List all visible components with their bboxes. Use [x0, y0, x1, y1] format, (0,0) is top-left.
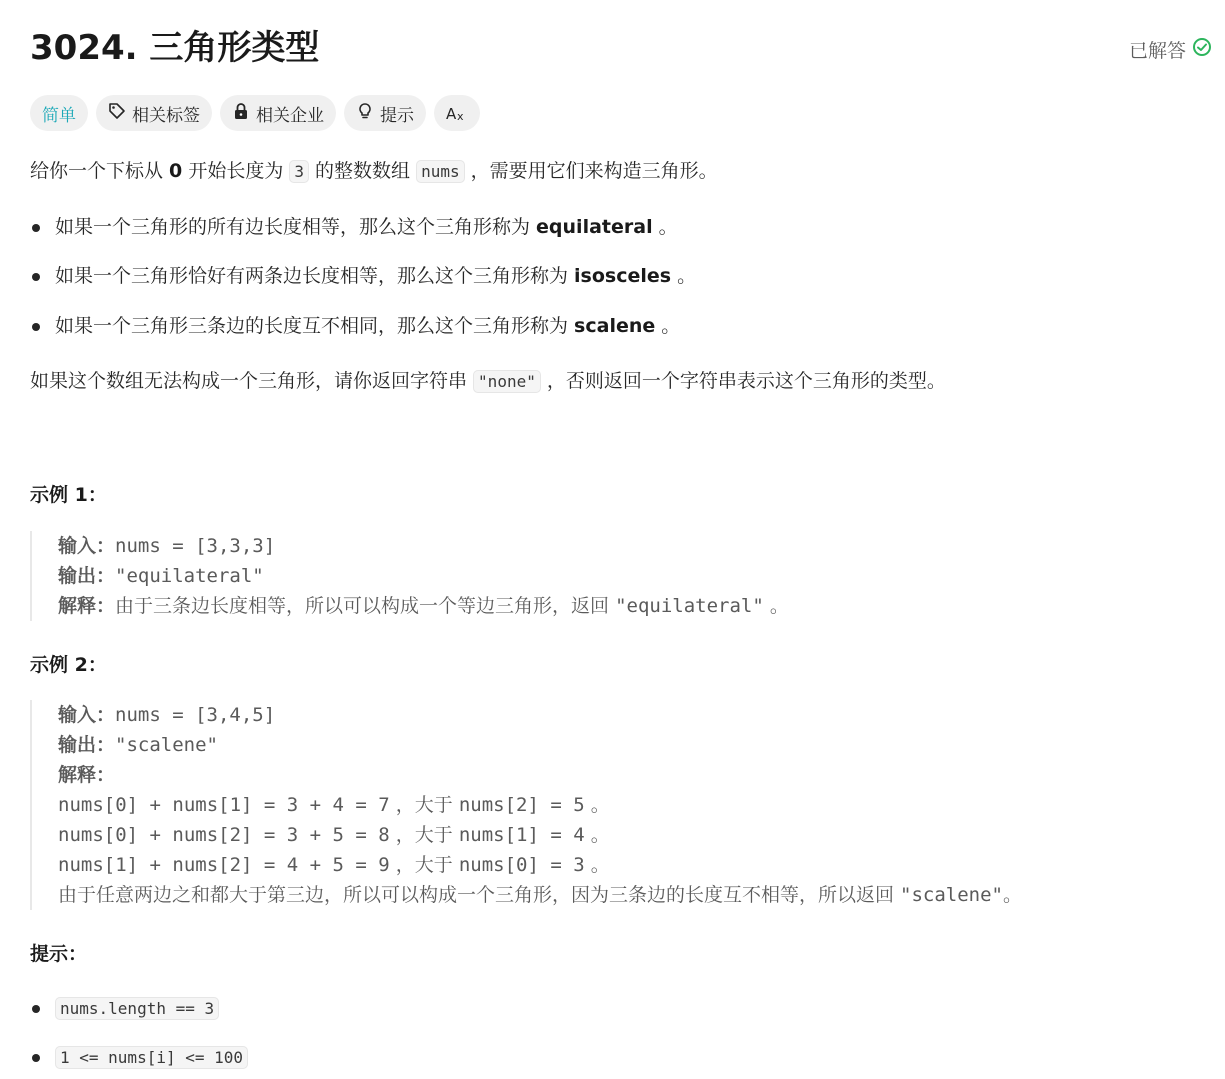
related-companies-label: 相关企业	[256, 105, 324, 126]
difficulty-tag[interactable]	[30, 95, 88, 131]
intro-code-nums: nums	[416, 160, 465, 183]
explain-end: 。	[763, 595, 789, 617]
explain-line-end: 。	[584, 824, 610, 846]
solved-label: 已解答	[1128, 40, 1186, 62]
explain-code: "equilateral"	[615, 595, 764, 617]
outro-text-1: 如果这个数组无法构成一个三角形，请你返回字符串	[30, 370, 474, 392]
related-topics-label: 相关标签	[132, 105, 200, 126]
output-value: "equilateral"	[115, 565, 264, 587]
explain-text: 由于三条边长度相等，所以可以构成一个等边三角形，返回	[115, 595, 616, 617]
input-value: nums = [3,4,5]	[115, 704, 276, 726]
example-1-heading: 示例 1：	[30, 484, 107, 506]
bullet-term: isosceles	[574, 265, 672, 287]
hints-label: 提示	[380, 105, 414, 126]
bullet-text: 如果一个三角形恰好有两条边长度相等，那么这个三角形称为	[55, 265, 575, 287]
solved-status	[1129, 36, 1212, 63]
explain-label: 解释：	[58, 764, 116, 786]
bullet-dot	[32, 1054, 40, 1062]
bullet-end: 。	[655, 315, 681, 337]
intro-code-three: 3	[289, 160, 309, 183]
related-companies-tag[interactable]	[220, 95, 336, 131]
explain-line-end: 。	[584, 794, 610, 816]
svg-text:x: x	[457, 110, 464, 122]
explain-line-code: nums[0] = 3	[458, 854, 585, 876]
explain-label: 解释：	[58, 595, 116, 617]
outro-text-2: ，否则返回一个字符串表示这个三角形的类型。	[540, 370, 946, 392]
example-2-heading: 示例 2：	[30, 654, 107, 676]
constraint-code: nums.length == 3	[55, 997, 219, 1020]
intro-paragraph	[30, 157, 718, 186]
lightbulb-icon	[356, 102, 374, 125]
check-circle-icon	[1192, 37, 1212, 62]
bullet-dot	[32, 1005, 40, 1013]
output-value: "scalene"	[115, 734, 218, 756]
bullet-term: scalene	[574, 315, 656, 337]
explain-line-code: nums[0] + nums[1] = 3 + 4 = 7	[58, 794, 390, 816]
title-row	[30, 28, 1212, 72]
explain-line-mid: ，大于	[389, 854, 459, 876]
translate-tag[interactable]	[434, 95, 480, 131]
explain-line-code: nums[0] + nums[2] = 3 + 5 = 8	[58, 824, 390, 846]
input-label: 输入：	[58, 704, 116, 726]
conclusion-text: 由于任意两边之和都大于第三边，所以可以构成一个三角形，因为三条边的长度互不相等，所以返回	[58, 884, 901, 906]
example-2-block	[30, 700, 1208, 910]
example-1-block	[30, 531, 1208, 621]
related-topics-tag[interactable]	[96, 95, 212, 131]
explain-line-end: 。	[584, 854, 610, 876]
difficulty-label: 简单	[42, 105, 76, 126]
input-label: 输入：	[58, 535, 116, 557]
bullet-text: 如果一个三角形三条边的长度互不相同，那么这个三角形称为	[55, 315, 575, 337]
conclusion-code: "scalene"	[900, 884, 1003, 906]
intro-text-1: 给你一个下标从	[30, 160, 170, 182]
explain-line-code: nums[2] = 5	[458, 794, 585, 816]
intro-text-2: 开始长度为	[182, 160, 290, 182]
explain-line-code: nums[1] + nums[2] = 4 + 5 = 9	[58, 854, 390, 876]
hints-tag[interactable]	[344, 95, 426, 131]
constraints-heading: 提示：	[30, 943, 88, 965]
bullet-dot	[32, 323, 40, 331]
bullet-term: equilateral	[536, 216, 653, 238]
problem-title[interactable]: 3024. 三角形类型	[30, 28, 320, 68]
svg-text:A: A	[446, 105, 457, 122]
conclusion-end: 。	[1003, 884, 1023, 906]
output-label: 输出：	[58, 565, 116, 587]
intro-text-3: 的整数数组	[309, 160, 417, 182]
intro-zero: 0	[169, 160, 183, 182]
bullet-end: 。	[652, 216, 678, 238]
output-label: 输出：	[58, 734, 116, 756]
bullet-text: 如果一个三角形的所有边长度相等，那么这个三角形称为	[55, 216, 537, 238]
bullet-dot	[32, 224, 40, 232]
constraint-code: 1 <= nums[i] <= 100	[55, 1046, 248, 1069]
tag-icon	[108, 102, 126, 125]
explain-line-mid: ，大于	[389, 794, 459, 816]
intro-text-4: ，需要用它们来构造三角形。	[464, 160, 718, 182]
outro-paragraph	[30, 367, 946, 396]
explain-line-code: nums[1] = 4	[458, 824, 585, 846]
outro-code-none: "none"	[473, 370, 541, 393]
bullet-dot	[32, 273, 40, 281]
bullet-end: 。	[671, 265, 697, 287]
input-value: nums = [3,3,3]	[115, 535, 276, 557]
lock-icon	[232, 102, 250, 125]
tag-bar	[30, 95, 480, 131]
explain-line-mid: ，大于	[389, 824, 459, 846]
